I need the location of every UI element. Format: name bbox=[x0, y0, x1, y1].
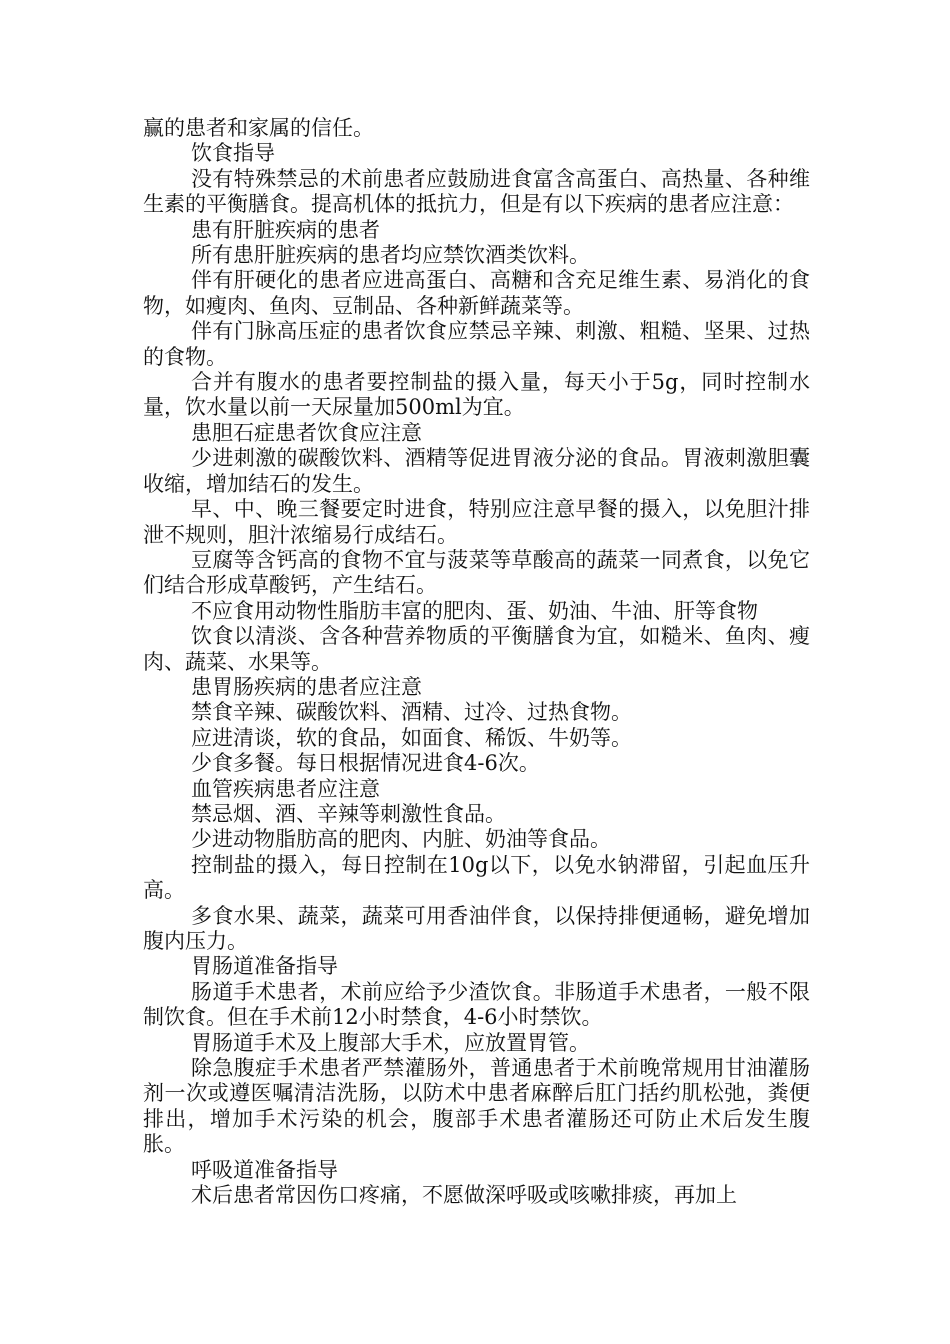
paragraph: 早、中、晚三餐要定时进食，特别应注意早餐的摄入，以免胆汁排泄不规则，胆汁浓缩易行成结石。 bbox=[143, 497, 810, 547]
subheading-vascular-disease: 血管疾病患者应注意 bbox=[191, 776, 380, 801]
paragraph: 多食水果、蔬菜，蔬菜可用香油伴食，以保持排便通畅，避免增加腹内压力。 bbox=[143, 903, 810, 953]
paragraph: 胃肠道手术及上腹部大手术，应放置胃管。 bbox=[191, 1030, 590, 1055]
paragraph: 控制盐的摄入，每日控制在10g以下，以免水钠滞留，引起血压升高。 bbox=[143, 852, 810, 903]
paragraph: 少食多餐。每日根据情况进食4-6次。 bbox=[191, 751, 540, 776]
paragraph: 豆腐等含钙高的食物不宜与菠菜等草酸高的蔬菜一同煮食，以免它们结合形成草酸钙，产生结石。 bbox=[143, 547, 810, 598]
heading-respiratory-preparation: 呼吸道准备指导 bbox=[191, 1157, 338, 1182]
paragraph: 所有患肝脏疾病的患者均应禁饮酒类饮料。 bbox=[191, 243, 590, 268]
paragraph: 术后患者常因伤口疼痛，不愿做深呼吸或咳嗽排痰，再加上 bbox=[191, 1183, 737, 1208]
subheading-gallstone: 患胆石症患者饮食应注意 bbox=[191, 420, 422, 445]
subheading-liver-disease: 患有肝脏疾病的患者 bbox=[191, 217, 380, 242]
paragraph: 禁食辛辣、碳酸饮料、酒精、过冷、过热食物。 bbox=[191, 700, 632, 725]
paragraph: 不应食用动物性脂肪丰富的肥肉、蛋、奶油、牛油、肝等食物 bbox=[191, 598, 758, 623]
paragraph: 没有特殊禁忌的术前患者应鼓励进食富含高蛋白、高热量、各种维生素的平衡膳食。提高机体的抵抗力，但是有以下疾病的患者应注意： bbox=[143, 166, 810, 217]
paragraph: 禁忌烟、酒、辛辣等刺激性食品。 bbox=[191, 801, 506, 826]
paragraph: 合并有腹水的患者要控制盐的摄入量，每天小于5g，同时控制水量，饮水量以前一天尿量加500ml为宜。 bbox=[143, 370, 810, 420]
heading-gi-preparation: 胃肠道准备指导 bbox=[191, 954, 338, 979]
paragraph: 少进动物脂肪高的肥肉、内脏、奶油等食品。 bbox=[191, 827, 611, 852]
paragraph: 饮食以清淡、含各种营养物质的平衡膳食为宜，如糙米、鱼肉、瘦肉、蔬菜、水果等。 bbox=[143, 624, 810, 674]
paragraph: 肠道手术患者，术前应给予少渣饮食。非肠道手术患者，一般不限制饮食。但在手术前12小时禁食，4-6小时禁饮。 bbox=[143, 979, 810, 1030]
paragraph: 伴有门脉高压症的患者饮食应禁忌辛辣、刺激、粗糙、坚果、过热的食物。 bbox=[143, 319, 810, 369]
paragraph: 伴有肝硬化的患者应进高蛋白、高糖和含充足维生素、易消化的食物，如瘦肉、鱼肉、豆制品、各种新鲜蔬菜等。 bbox=[143, 268, 810, 318]
subheading-gastrointestinal: 患胃肠疾病的患者应注意 bbox=[191, 674, 422, 699]
paragraph: 除急腹症手术患者严禁灌肠外，普通患者于术前晚常规用甘油灌肠剂一次或遵医嘱清洁洗肠，以防术中患者麻醉后肛门括约肌松弛，粪便排出，增加手术污染的机会，腹部手术患者灌肠还可防止术后发生腹胀。 bbox=[143, 1056, 810, 1157]
document-body bbox=[143, 116, 810, 1208]
heading-diet-guidance: 饮食指导 bbox=[191, 141, 275, 166]
paragraph-continuation: 赢的患者和家属的信任。 bbox=[143, 116, 374, 140]
paragraph: 少进刺激的碳酸饮料、酒精等促进胃液分泌的食品。胃液刺激胆囊收缩，增加结石的发生。 bbox=[143, 446, 810, 496]
paragraph: 应进清谈，软的食品，如面食、稀饭、牛奶等。 bbox=[191, 725, 632, 750]
